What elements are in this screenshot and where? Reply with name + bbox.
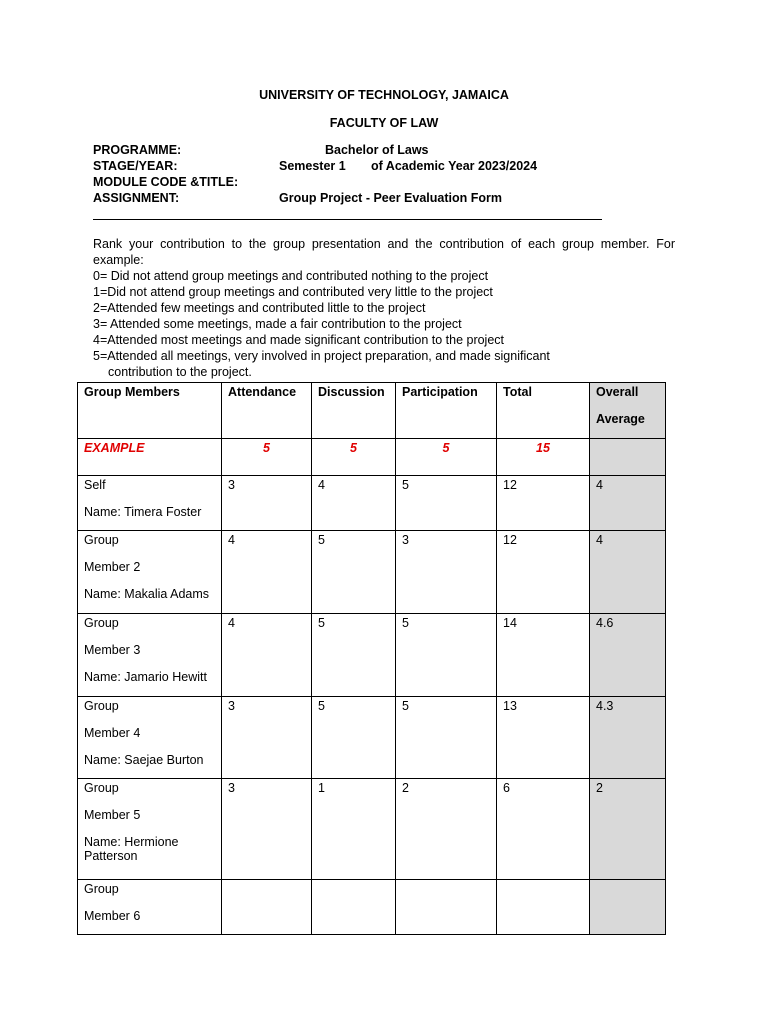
total-cell: 12 <box>497 476 590 531</box>
member-name: Name: Makalia Adams <box>84 587 210 601</box>
table-row <box>78 779 666 880</box>
member-name: Name: Saejae Burton <box>84 753 204 767</box>
average-cell: 4 <box>590 531 666 614</box>
example-attendance: 5 <box>222 439 312 476</box>
header-discussion: Discussion <box>312 383 396 439</box>
participation-cell: 5 <box>396 476 497 531</box>
average-cell: 4 <box>590 476 666 531</box>
total-cell <box>497 880 590 935</box>
stage-semester: Semester 1 <box>279 159 346 173</box>
discussion-cell: 5 <box>312 531 396 614</box>
attendance-cell: 4 <box>222 614 312 697</box>
attendance-cell: 4 <box>222 531 312 614</box>
module-label: MODULE CODE &TITLE: <box>93 175 239 189</box>
header-participation: Participation <box>396 383 497 439</box>
header-attendance: Attendance <box>222 383 312 439</box>
programme-value: Bachelor of Laws <box>325 143 429 157</box>
member-cell <box>78 614 222 697</box>
instructions <box>93 236 675 380</box>
total-cell: 6 <box>497 779 590 880</box>
table-row <box>78 697 666 779</box>
example-total: 15 <box>497 439 590 476</box>
member-label: Group <box>84 882 119 896</box>
member-label: Self <box>84 478 106 492</box>
member-cell <box>78 697 222 779</box>
member-number: Member 5 <box>84 808 141 822</box>
scale-item: 1=Did not attend group meetings and contributed very little to the project <box>93 285 493 299</box>
discussion-cell <box>312 880 396 935</box>
horizontal-rule <box>93 219 602 220</box>
header-total: Total <box>497 383 590 439</box>
participation-cell <box>396 880 497 935</box>
example-label: EXAMPLE <box>78 439 222 476</box>
discussion-cell: 5 <box>312 697 396 779</box>
discussion-cell: 4 <box>312 476 396 531</box>
stage-year: of Academic Year 2023/2024 <box>371 159 538 173</box>
member-number: Member 4 <box>84 726 141 740</box>
header-overall-average <box>590 383 666 439</box>
example-participation: 5 <box>396 439 497 476</box>
table-row <box>78 880 666 935</box>
faculty-title: FACULTY OF LAW <box>329 116 439 130</box>
member-number: Member 2 <box>84 560 141 574</box>
average-cell: 4.3 <box>590 697 666 779</box>
discussion-cell: 1 <box>312 779 396 880</box>
member-cell <box>78 476 222 531</box>
average-cell: 4.6 <box>590 614 666 697</box>
member-cell <box>78 779 222 880</box>
university-title: UNIVERSITY OF TECHNOLOGY, JAMAICA <box>259 88 509 102</box>
participation-cell: 5 <box>396 697 497 779</box>
total-cell: 13 <box>497 697 590 779</box>
attendance-cell <box>222 880 312 935</box>
discussion-cell: 5 <box>312 614 396 697</box>
table-row <box>78 614 666 697</box>
total-cell: 14 <box>497 614 590 697</box>
peer-evaluation-table <box>77 382 666 935</box>
attendance-cell: 3 <box>222 697 312 779</box>
scale-item-continued: contribution to the project. <box>108 365 252 379</box>
header-overall-line: Overall <box>596 385 639 399</box>
average-cell: 2 <box>590 779 666 880</box>
member-name: Name: Timera Foster <box>84 505 202 519</box>
member-label: Group <box>84 699 119 713</box>
participation-cell: 2 <box>396 779 497 880</box>
scale-item: 4=Attended most meetings and made significant contribution to the project <box>93 333 505 347</box>
scale-item: 2=Attended few meetings and contributed little to the project <box>93 301 426 315</box>
table-header-row <box>78 383 666 439</box>
table-row <box>78 531 666 614</box>
scale-item: 0= Did not attend group meetings and contributed nothing to the project <box>93 269 489 283</box>
member-label: Group <box>84 616 119 630</box>
participation-cell: 3 <box>396 531 497 614</box>
example-discussion: 5 <box>312 439 396 476</box>
member-cell <box>78 531 222 614</box>
member-name: Name: Hermione Patterson <box>84 835 179 863</box>
stage-label: STAGE/YEAR: <box>93 159 178 173</box>
assignment-value: Group Project - Peer Evaluation Form <box>279 191 502 205</box>
table-row <box>78 476 666 531</box>
assignment-label: ASSIGNMENT: <box>93 191 180 205</box>
participation-cell: 5 <box>396 614 497 697</box>
member-number: Member 3 <box>84 643 141 657</box>
member-cell <box>78 880 222 935</box>
member-label: Group <box>84 781 119 795</box>
scale-item: 3= Attended some meetings, made a fair contribution to the project <box>93 317 462 331</box>
total-cell: 12 <box>497 531 590 614</box>
attendance-cell: 3 <box>222 476 312 531</box>
member-label: Group <box>84 533 119 547</box>
programme-label: PROGRAMME: <box>93 143 182 157</box>
example-average <box>590 439 666 476</box>
header-group-members: Group Members <box>78 383 222 439</box>
example-row <box>78 439 666 476</box>
header-average-line: Average <box>596 412 645 426</box>
instructions-intro: Rank your contribution to the group presentation and the contribution of each group member. For example: <box>93 237 675 267</box>
member-number: Member 6 <box>84 909 141 923</box>
scale-item: 5=Attended all meetings, very involved in project preparation, and made significant <box>93 349 550 363</box>
member-name: Name: Jamario Hewitt <box>84 670 207 684</box>
average-cell <box>590 880 666 935</box>
attendance-cell: 3 <box>222 779 312 880</box>
